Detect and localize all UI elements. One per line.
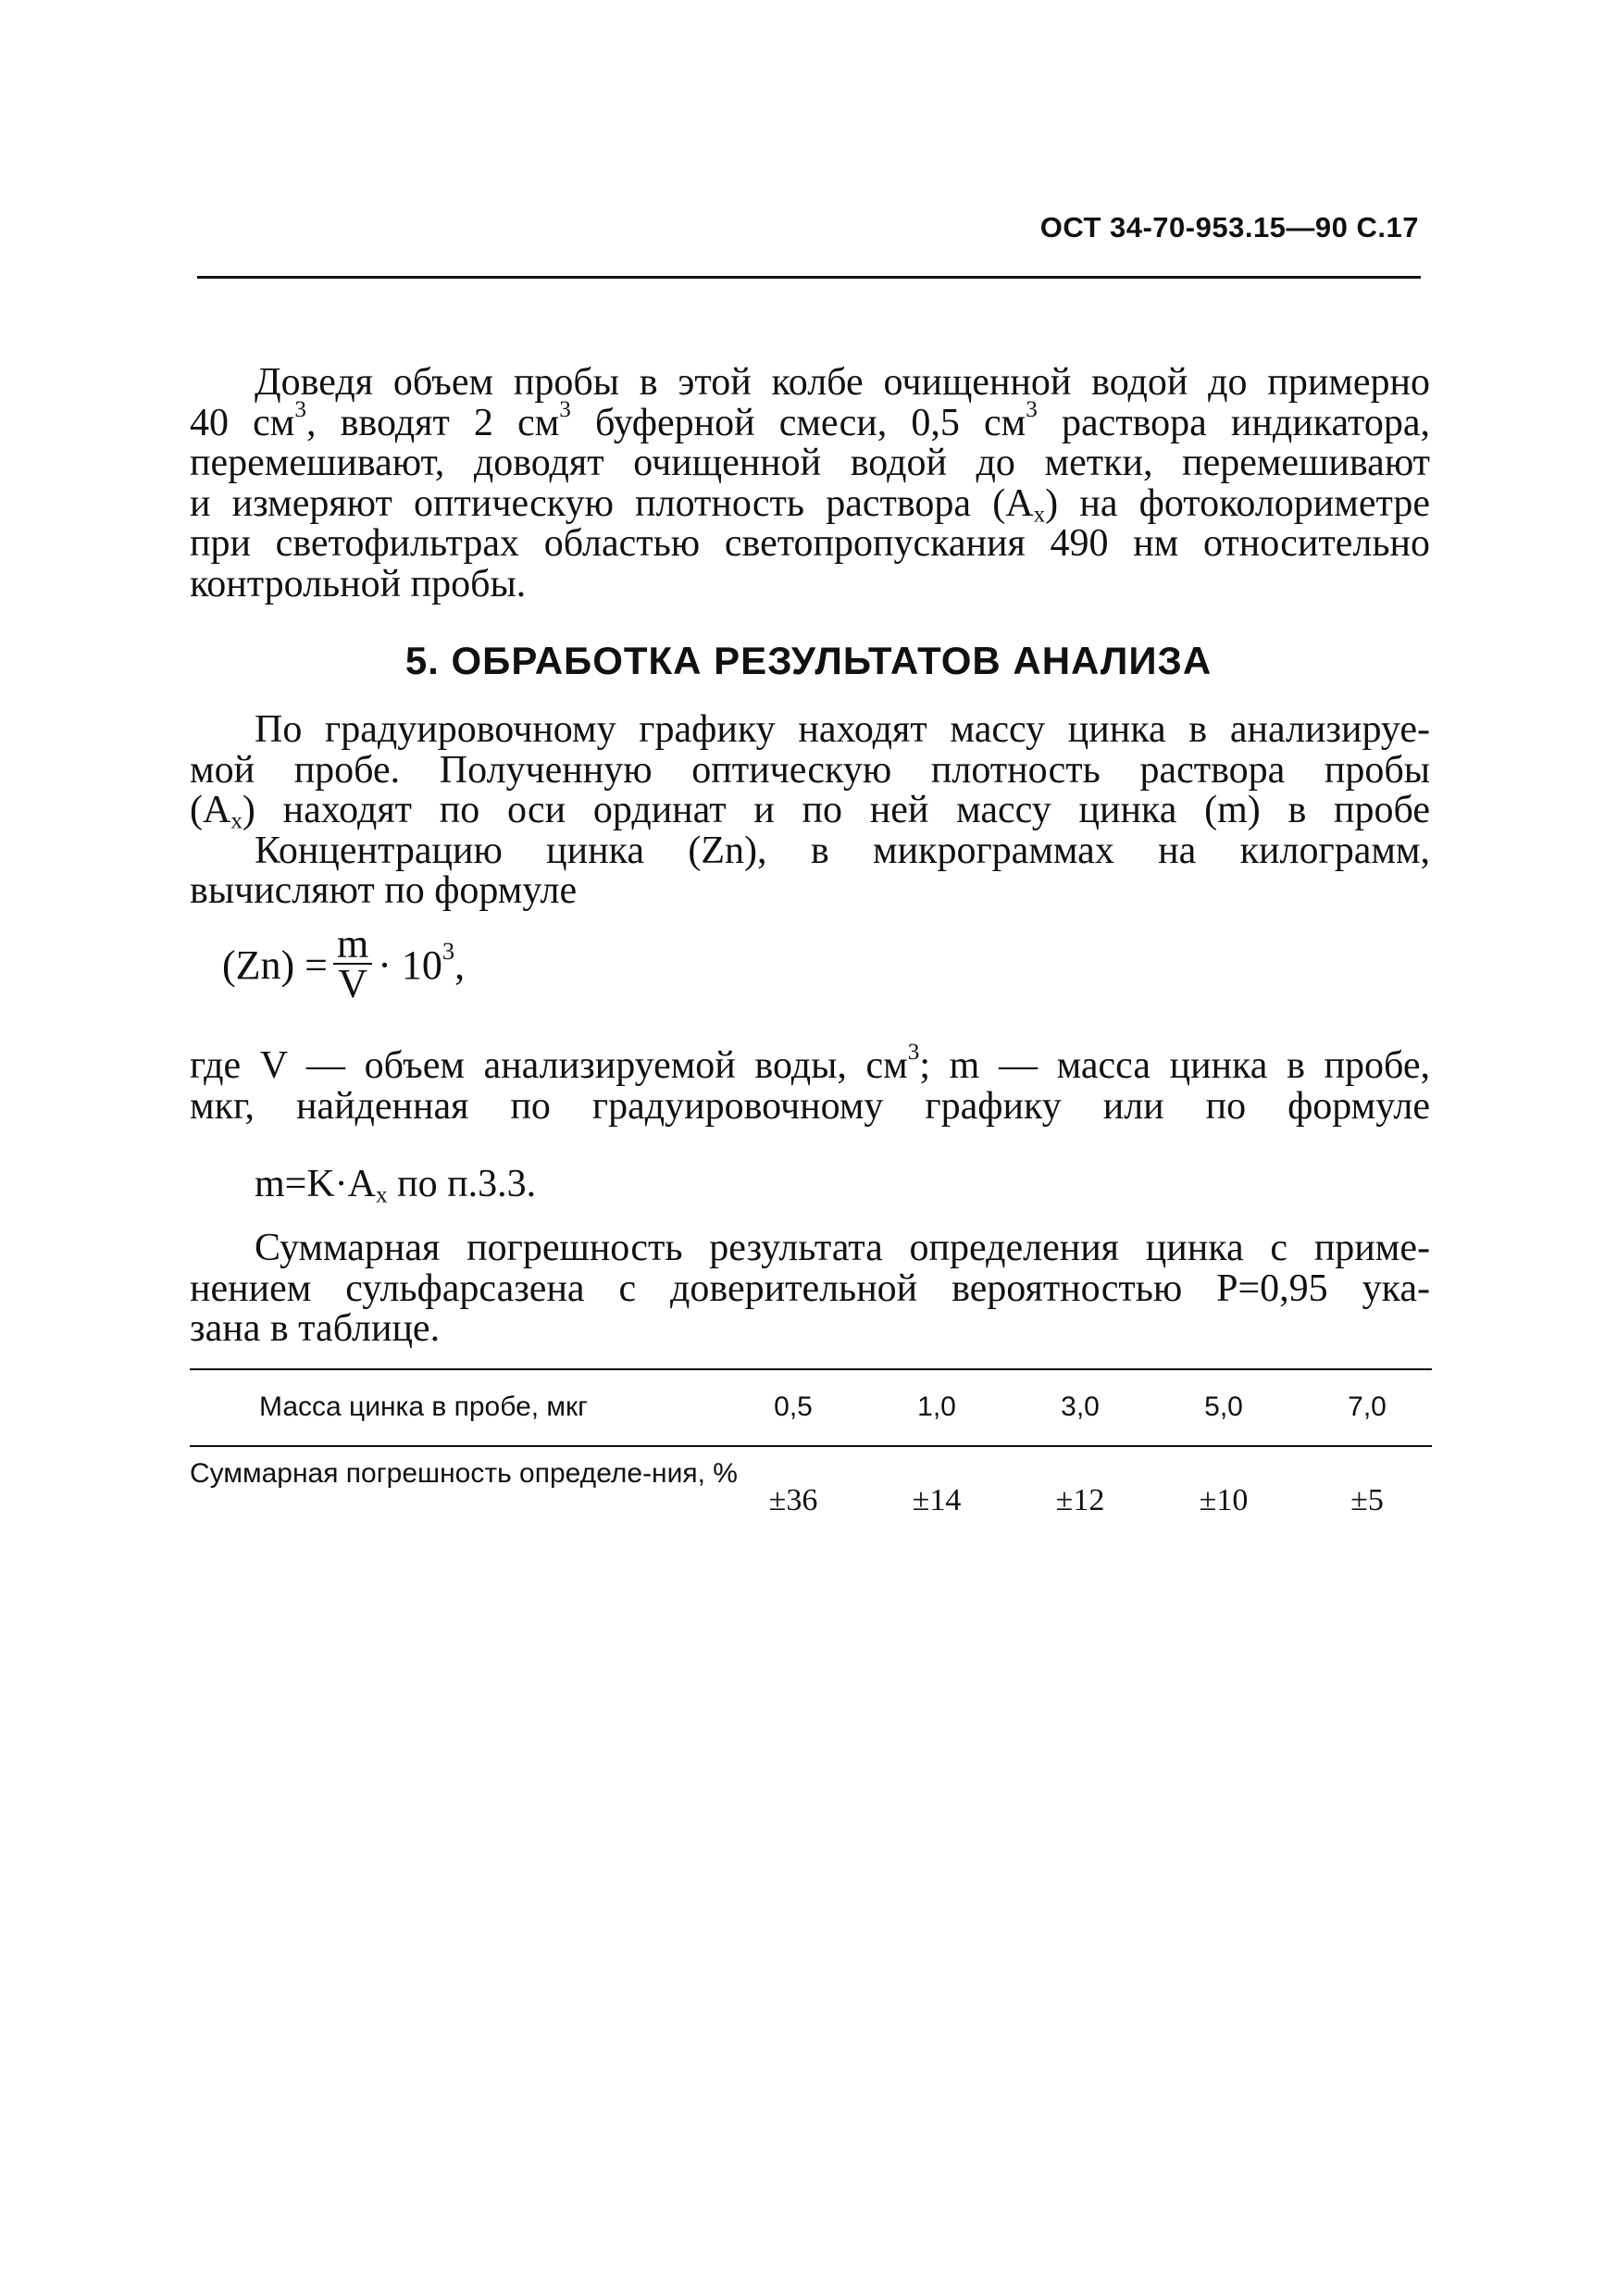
- para2-line5: вычисляют по формуле: [190, 869, 578, 912]
- table-header-cell: 0,5: [774, 1391, 813, 1422]
- section-heading: 5. ОБРАБОТКА РЕЗУЛЬТАТОВ АНАЛИЗА: [404, 639, 1213, 682]
- para2-line1: По градуировочному графику находят массу цинка в анализируе-: [255, 708, 1430, 751]
- para2-line2: мой пробе. Полученную оптическую плотность раствора пробы: [190, 748, 1430, 792]
- para1-line1: Доведя объем пробы в этой колбе очищенной водой до примерно: [255, 361, 1430, 404]
- paragraph-sample-preparation: [190, 363, 1430, 605]
- header-divider: [197, 276, 1421, 279]
- para1-line6: контрольной пробы.: [190, 562, 527, 605]
- table-row: [190, 1458, 1432, 1532]
- formula-rhs: · $10^3$,: [378, 936, 466, 988]
- table-row-label: Суммарная погрешность определе-ния, %: [190, 1458, 738, 1489]
- table-header-cell: 7,0: [1348, 1391, 1387, 1422]
- table-cell: ±36: [768, 1483, 818, 1517]
- zinc-concentration-formula: [222, 921, 466, 1006]
- table-header-cell: 3,0: [1061, 1391, 1100, 1422]
- para4-line1: Суммарная погрешность результата определения цинка с приме-: [255, 1227, 1430, 1269]
- para1-line5: при светофильтрах областью светопропускания 490 нм относительно: [190, 522, 1430, 565]
- para3-line1: где V — объем анализируемой воды, $см^3$; m — масса цинка в пробе,: [190, 1039, 1430, 1087]
- paragraph-results-processing: [190, 710, 1430, 912]
- table-header-rule: [190, 1445, 1432, 1447]
- para1-line3: перемешивают, доводят очищенной водой до метки, перемешивают: [190, 442, 1430, 484]
- table-cell: ±14: [912, 1483, 962, 1517]
- formula-numerator: m: [333, 926, 372, 965]
- document-header: ОСТ 34-70-953.15—90 С.17: [1039, 211, 1419, 243]
- table-cell: ±5: [1350, 1483, 1384, 1517]
- table-cell: ±10: [1199, 1483, 1249, 1517]
- table-header-cell: 5,0: [1204, 1391, 1243, 1422]
- table-header-cell: 1,0: [917, 1391, 956, 1422]
- formula-fraction: [333, 921, 372, 1006]
- paragraph-total-error: [190, 1229, 1430, 1350]
- formula-lhs: (Zn) =: [222, 942, 328, 988]
- para2-line4: Концентрацию цинка (Zn), в микрограммах на килограмм,: [255, 829, 1430, 872]
- para2-line3: $(A_x)$ находят по оси ординат и по ней массу цинка (m) в пробе: [190, 789, 1430, 834]
- para4-line3: зана в таблице.: [190, 1307, 441, 1350]
- para4-line2: нением сульфарсазена с доверительной вероятностью P=0,95 ука-: [190, 1267, 1430, 1310]
- table-header-row: [190, 1391, 1432, 1429]
- mass-formula: $m=K\cdot A_x$ по п.3.3.: [255, 1163, 537, 1208]
- formula-denominator: V: [338, 961, 367, 1006]
- para1-line2: 40 $см^3$, вводят 2 $см^3$ буферной смеси, 0,5 $см^3$ раствора индикатора,: [190, 396, 1430, 444]
- table-top-rule: [190, 1368, 1432, 1370]
- paragraph-where: [190, 1039, 1430, 1128]
- para1-line4: и измеряют оптическую плотность раствора $(A_x)$ на фотоколориметре: [190, 481, 1430, 527]
- para3-line2: мкг, найденная по градуировочному графику или по формуле: [190, 1084, 1430, 1128]
- table-cell: ±12: [1055, 1483, 1105, 1517]
- table-header-label: Масса цинка в пробе, мкг: [259, 1391, 589, 1422]
